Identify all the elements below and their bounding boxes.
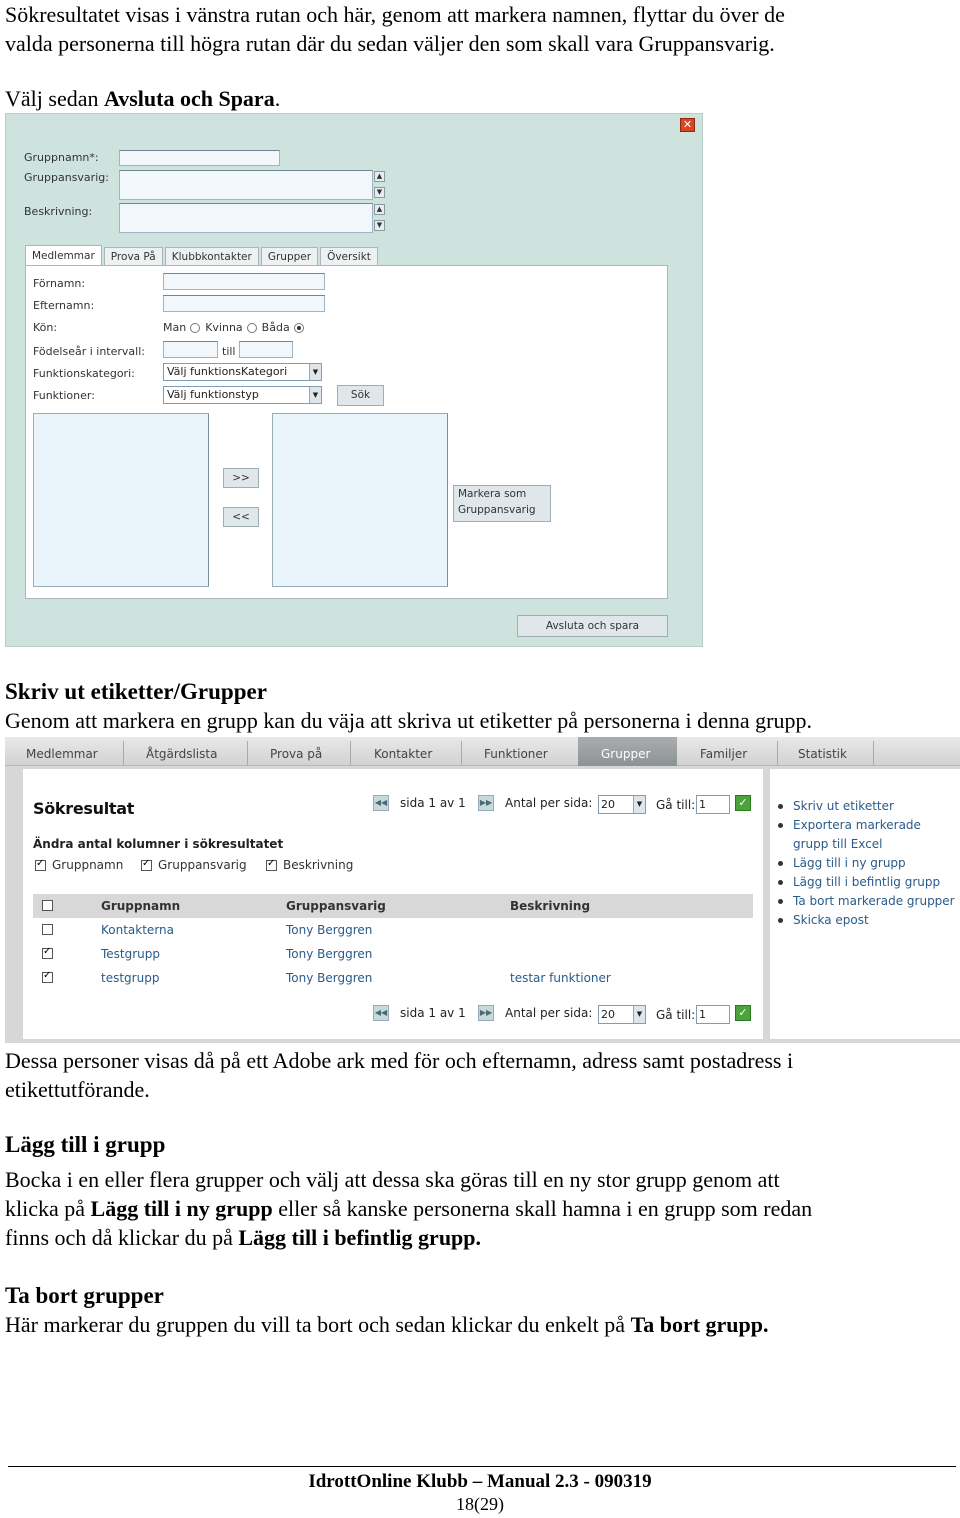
- group-owner-field[interactable]: [119, 170, 373, 200]
- table-header-row: [33, 894, 753, 918]
- per-page-label: Antal per sida:: [505, 1006, 593, 1020]
- add-to-group-heading: Lägg till i grupp: [5, 1132, 166, 1157]
- remove-groups-heading: Ta bort grupper: [5, 1283, 164, 1308]
- group-name-link[interactable]: Kontakterna: [101, 923, 174, 937]
- table-row: [33, 918, 753, 942]
- tab-medlemmar[interactable]: Medlemmar: [25, 245, 102, 265]
- nav-tab-statistik[interactable]: Statistik: [798, 747, 847, 761]
- lastname-label: Efternamn:: [33, 299, 95, 312]
- nav-tab-kontakter[interactable]: Kontakter: [374, 747, 433, 761]
- nav-tab-prova-pa[interactable]: Prova på: [270, 747, 323, 761]
- intro-paragraph: [5, 0, 950, 58]
- mark-owner-line-1: Markera som: [458, 488, 527, 500]
- selected-members-list[interactable]: [272, 413, 448, 587]
- gender-kvinna-radio[interactable]: [247, 323, 257, 333]
- checkbox[interactable]: [35, 860, 46, 871]
- print-labels-heading: Skriv ut etiketter/Grupper: [5, 679, 267, 704]
- functions-label: Funktioner:: [33, 389, 95, 402]
- add-line-2-suffix: eller så kanske personerna skall hamna i en grupp som redan: [272, 1196, 813, 1221]
- description-label: Beskrivning:: [24, 205, 93, 218]
- add-line-3-prefix: finns och då klickar du på: [5, 1225, 239, 1250]
- page-indicator: sida 1 av 1: [400, 1006, 466, 1020]
- move-right-button[interactable]: >>: [223, 468, 259, 488]
- results-content: [23, 769, 763, 1039]
- mark-owner-button[interactable]: [453, 485, 551, 522]
- action-add-to-new-group[interactable]: Lägg till i ny grupp: [778, 854, 958, 873]
- gender-kvinna-label: Kvinna: [205, 321, 243, 334]
- gender-label: Kön:: [33, 321, 58, 334]
- results-table: [33, 894, 753, 990]
- add-line-1: Bocka i en eller flera grupper och välj att dessa ska göras till en ny stor grupp genom att: [5, 1167, 780, 1192]
- group-description[interactable]: testar funktioner: [510, 971, 611, 985]
- group-owner-link[interactable]: Tony Berggren: [286, 971, 373, 985]
- firstname-input[interactable]: [163, 273, 325, 290]
- after-results-line-2: etikettutförande.: [5, 1077, 150, 1102]
- add-line-2-bold: Lägg till i ny grupp: [90, 1196, 273, 1221]
- tab-grupper[interactable]: Grupper: [261, 247, 318, 265]
- function-category-value: Välj funktionsKategori: [167, 365, 288, 378]
- nav-tab-medlemmar[interactable]: Medlemmar: [26, 747, 98, 761]
- footer-divider: [8, 1466, 956, 1467]
- nav-divider: [777, 741, 778, 765]
- birthyear-to-input[interactable]: [239, 341, 293, 358]
- chevron-down-icon[interactable]: ▼: [309, 387, 321, 403]
- group-owner-link[interactable]: Tony Berggren: [286, 923, 373, 937]
- group-owner-link[interactable]: Tony Berggren: [286, 947, 373, 961]
- save-and-close-button[interactable]: Avsluta och spara: [517, 615, 668, 637]
- gender-man-radio[interactable]: [190, 323, 200, 333]
- actions-sidebar: [770, 769, 960, 1039]
- tab-oversikt[interactable]: Översikt: [320, 247, 378, 265]
- page-number: 18(29): [456, 1494, 504, 1514]
- column-option-label: Gruppansvarig: [158, 858, 247, 872]
- search-result-list[interactable]: [33, 413, 209, 587]
- scroll-down-icon[interactable]: ▼: [374, 187, 385, 198]
- group-name-link[interactable]: Testgrupp: [101, 947, 161, 961]
- nav-tab-atgardslista[interactable]: Åtgärdslista: [146, 747, 218, 761]
- prev-page-icon[interactable]: ◀◀: [373, 1005, 389, 1021]
- birthyear-label: Födelseår i intervall:: [33, 345, 145, 358]
- goto-input[interactable]: 1: [696, 1005, 730, 1024]
- scroll-up-icon[interactable]: ▲: [374, 204, 385, 215]
- members-panel: [25, 265, 668, 599]
- group-dialog-screenshot: [5, 113, 703, 647]
- action-add-to-existing-group[interactable]: Lägg till i befintlig grupp: [778, 873, 958, 892]
- scroll-down-icon[interactable]: ▼: [374, 220, 385, 231]
- goto-label: Gå till:: [656, 798, 696, 812]
- goto-label: Gå till:: [656, 1008, 696, 1022]
- next-page-icon[interactable]: ▶▶: [478, 1005, 494, 1021]
- table-row: [33, 966, 753, 990]
- nav-tab-grupper[interactable]: Grupper: [578, 737, 677, 766]
- remove-text-prefix: Här markerar du gruppen du vill ta bort och sedan klickar du enkelt på: [5, 1312, 631, 1337]
- add-line-3: [5, 1223, 950, 1252]
- per-page-select[interactable]: [598, 1005, 646, 1024]
- intro-line-1: Sökresultatet visas i vänstra rutan och här, genom att markera namnen, flyttar du över de: [5, 2, 785, 27]
- gender-radio-group: [163, 321, 309, 334]
- columns-heading: Ändra antal kolumner i sökresultatet: [33, 837, 284, 851]
- select-all-checkbox[interactable]: [42, 900, 53, 911]
- per-page-select[interactable]: [598, 795, 646, 814]
- header-beskrivning[interactable]: Beskrivning: [510, 899, 591, 913]
- nav-divider: [350, 741, 351, 765]
- next-page-icon[interactable]: ▶▶: [478, 795, 494, 811]
- header-gruppnamn[interactable]: Gruppnamn: [101, 899, 181, 913]
- column-option-gruppansvarig[interactable]: [141, 858, 247, 872]
- add-line-2-prefix: klicka på: [5, 1196, 91, 1221]
- intro-instruction-suffix: .: [274, 86, 281, 111]
- goto-input[interactable]: 1: [696, 795, 730, 814]
- column-option-beskrivning[interactable]: [266, 858, 353, 872]
- gender-bada-label: Båda: [261, 321, 290, 334]
- tab-prova-pa[interactable]: Prova På: [104, 247, 163, 265]
- actions-list: [778, 797, 958, 930]
- nav-divider: [123, 741, 124, 765]
- remove-text-bold: Ta bort grupp.: [630, 1312, 769, 1337]
- row-checkbox[interactable]: [42, 972, 53, 983]
- print-labels-text: Genom att markera en grupp kan du väja att skriva ut etiketter på personerna i denna grupp.: [5, 708, 812, 733]
- remove-groups-text: [5, 1310, 950, 1339]
- checkbox[interactable]: [141, 860, 152, 871]
- intro-instruction-prefix: Välj sedan: [5, 86, 104, 111]
- chevron-down-icon[interactable]: ▼: [633, 1006, 645, 1023]
- intro-instruction-bold: Avsluta och Spara: [103, 86, 275, 111]
- nav-tab-familjer[interactable]: Familjer: [700, 747, 748, 761]
- action-print-labels[interactable]: Skriv ut etiketter: [778, 797, 958, 816]
- mark-owner-line-2: Gruppansvarig: [458, 504, 536, 516]
- action-remove-groups[interactable]: Ta bort markerade grupper: [778, 892, 958, 911]
- group-name-input[interactable]: [119, 150, 280, 166]
- nav-tab-funktioner[interactable]: Funktioner: [484, 747, 548, 761]
- after-results-line-1: Dessa personer visas då på ett Adobe ark med för och efternamn, adress samt postadress i: [5, 1048, 794, 1073]
- gender-bada-radio[interactable]: [294, 323, 304, 333]
- add-line-2: [5, 1194, 950, 1223]
- add-to-group-paragraph: [5, 1165, 950, 1252]
- per-page-value: 20: [601, 798, 615, 811]
- group-owner-label: Gruppansvarig:: [24, 171, 109, 184]
- gender-man-label: Man: [163, 321, 187, 334]
- after-results-paragraph: [5, 1046, 950, 1104]
- chevron-down-icon[interactable]: ▼: [633, 796, 645, 813]
- birthyear-till-label: till: [222, 345, 236, 358]
- tab-klubbkontakter[interactable]: Klubbkontakter: [165, 247, 259, 265]
- chevron-down-icon[interactable]: ▼: [309, 364, 321, 380]
- move-left-button[interactable]: <<: [223, 507, 259, 527]
- add-line-3-bold: Lägg till i befintlig grupp.: [238, 1225, 482, 1250]
- table-row: [33, 942, 753, 966]
- per-page-label: Antal per sida:: [505, 796, 593, 810]
- intro-line-2: valda personerna till högra rutan där du sedan väljer den som skall vara Gruppansvarig.: [5, 31, 775, 56]
- functions-select[interactable]: [163, 386, 322, 404]
- checkmark-icon[interactable]: ✓: [735, 1005, 751, 1021]
- function-category-label: Funktionskategori:: [33, 367, 135, 380]
- header-gruppansvarig[interactable]: Gruppansvarig: [286, 899, 386, 913]
- column-option-label: Gruppnamn: [52, 858, 124, 872]
- prev-page-icon[interactable]: ◀◀: [373, 795, 389, 811]
- per-page-value: 20: [601, 1008, 615, 1021]
- action-export-excel[interactable]: Exportera markerade grupp till Excel: [778, 816, 958, 854]
- scroll-up-icon[interactable]: ▲: [374, 171, 385, 182]
- dialog-tabs: [25, 247, 378, 265]
- search-button[interactable]: Sök: [337, 385, 384, 406]
- footer-title: IdrottOnline Klubb – Manual 2.3 - 090319: [308, 1471, 652, 1492]
- lastname-input[interactable]: [163, 295, 325, 312]
- group-name-label: Gruppnamn*:: [24, 151, 99, 164]
- page-indicator: sida 1 av 1: [400, 796, 466, 810]
- close-icon[interactable]: ✕: [680, 118, 695, 132]
- row-checkbox[interactable]: [42, 948, 53, 959]
- results-title: Sökresultat: [33, 799, 135, 818]
- description-field[interactable]: [119, 203, 373, 233]
- column-option-label: Beskrivning: [283, 858, 354, 872]
- group-name-link[interactable]: testgrupp: [101, 971, 160, 985]
- nav-divider: [873, 741, 874, 765]
- intro-instruction: [5, 84, 950, 113]
- checkbox[interactable]: [266, 860, 277, 871]
- nav-divider: [461, 741, 462, 765]
- row-checkbox[interactable]: [42, 924, 53, 935]
- checkmark-icon[interactable]: ✓: [735, 795, 751, 811]
- action-send-email[interactable]: Skicka epost: [778, 911, 958, 930]
- search-results-screenshot: [5, 737, 960, 1043]
- functions-value: Välj funktionstyp: [167, 388, 259, 401]
- column-option-gruppnamn[interactable]: [35, 858, 123, 872]
- main-nav: [5, 737, 960, 766]
- birthyear-from-input[interactable]: [163, 341, 218, 358]
- nav-divider: [247, 741, 248, 765]
- firstname-label: Förnamn:: [33, 277, 86, 290]
- function-category-select[interactable]: [163, 363, 322, 381]
